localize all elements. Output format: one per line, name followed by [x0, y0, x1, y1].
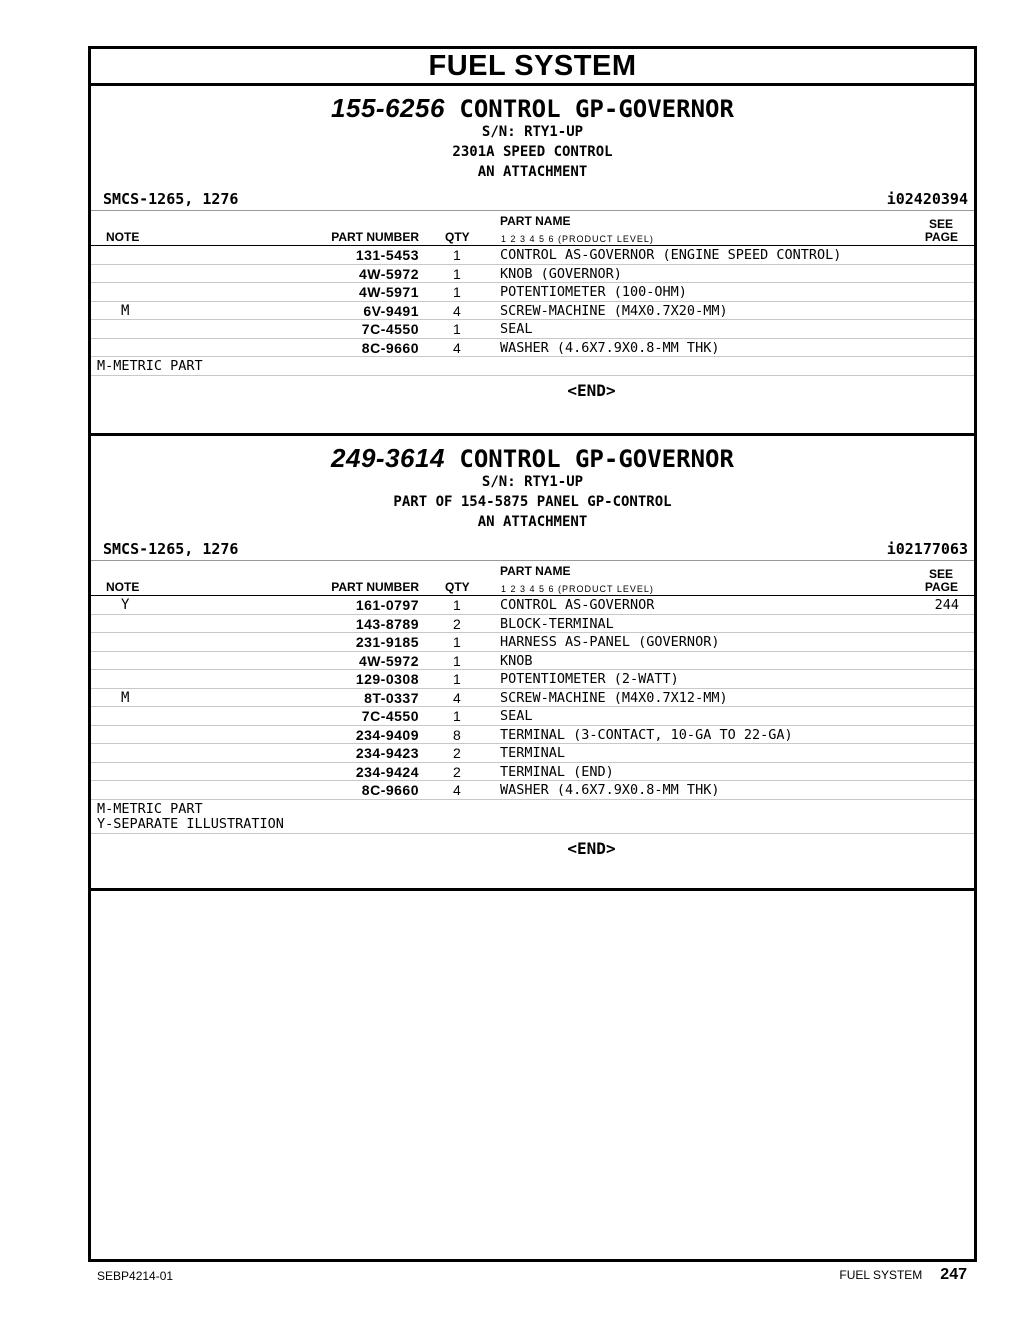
header-qty: QTY — [445, 580, 470, 594]
table-row — [91, 744, 974, 763]
qty-cell: 2 — [453, 615, 461, 632]
part-number-cell: 8C-9660 — [361, 339, 419, 356]
table-row — [91, 707, 974, 726]
group-part-number: 249-3614 — [331, 443, 445, 473]
part-number-cell: 234-9423 — [355, 745, 419, 761]
part-number-cell: 7C-4550 — [361, 708, 419, 724]
attachment-label: AN ATTACHMENT — [477, 514, 588, 530]
table-row — [91, 283, 974, 302]
qty-cell: 4 — [453, 339, 461, 356]
group-subtitle: 2301A SPEED CONTROL — [452, 144, 613, 160]
attachment-label: AN ATTACHMENT — [477, 164, 588, 180]
qty-cell: 4 — [453, 302, 461, 319]
table-row — [91, 302, 974, 321]
qty-cell: 1 — [453, 652, 461, 669]
group-title — [91, 445, 974, 472]
part-name-cell: SEAL — [500, 708, 533, 724]
smcs-code: SMCS-1265, 1276 — [103, 190, 239, 208]
serial-range: S/N: RTY1-UP — [481, 124, 584, 140]
notes-block — [91, 357, 974, 376]
group-subtitle: PART OF 154-5875 PANEL GP-CONTROL — [393, 494, 672, 510]
part-number-cell: 143-8789 — [355, 615, 419, 632]
part-name-cell: CONTROL AS-GOVERNOR (ENGINE SPEED CONTROL) — [500, 247, 842, 263]
part-name-cell: TERMINAL — [500, 745, 566, 761]
end-marker: <END> — [567, 838, 616, 858]
qty-cell: 2 — [453, 745, 461, 761]
table-row — [91, 320, 974, 339]
footer-doc-id: SEBP4214-01 — [97, 1269, 174, 1283]
part-name-cell: SCREW-MACHINE (M4X0.7X12-MM) — [500, 689, 728, 706]
note-cell: M — [121, 689, 130, 706]
header-see: SEE — [928, 567, 953, 581]
qty-cell: 2 — [453, 763, 461, 780]
footer-section: FUEL SYSTEM — [839, 1268, 923, 1282]
note-line: M-METRIC PART — [97, 800, 203, 817]
page-number: 247 — [940, 1266, 967, 1283]
header-page: PAGE — [924, 580, 958, 594]
illustration-number: i02420394 — [886, 190, 968, 208]
header-product-levels: 1 2 3 4 5 6 (PRODUCT LEVEL) — [501, 234, 654, 244]
qty-cell: 1 — [453, 634, 461, 650]
part-name-cell: SEAL — [500, 321, 533, 337]
smcs-row — [91, 538, 974, 561]
header-part-name: PART NAME — [500, 214, 571, 228]
illustration-number: i02177063 — [886, 540, 968, 558]
part-name-cell: BLOCK-TERMINAL — [500, 615, 614, 632]
page-frame — [88, 46, 977, 1262]
table-row — [91, 265, 974, 284]
qty-cell: 1 — [453, 597, 461, 613]
footer-right — [839, 1266, 967, 1284]
note-line: M-METRIC PART — [97, 358, 203, 374]
group-title — [91, 95, 974, 122]
qty-cell: 1 — [453, 284, 461, 300]
part-name-cell: TERMINAL (END) — [500, 763, 614, 780]
parts-table-body — [91, 596, 974, 800]
table-row — [91, 670, 974, 689]
part-name-cell: POTENTIOMETER (100-OHM) — [500, 284, 687, 300]
parts-group-2 — [91, 445, 974, 891]
part-number-cell: 4W-5972 — [358, 265, 419, 282]
group-part-number: 155-6256 — [331, 93, 445, 123]
qty-cell: 4 — [453, 689, 461, 706]
part-number-cell: 129-0308 — [355, 671, 419, 687]
table-row — [91, 689, 974, 708]
table-row — [91, 652, 974, 671]
note-line: Y-SEPARATE ILLUSTRATION — [97, 815, 284, 832]
part-number-cell: 7C-4550 — [361, 321, 419, 337]
header-qty: QTY — [445, 230, 470, 244]
see-page-cell: 244 — [934, 597, 959, 613]
table-row — [91, 596, 974, 615]
group-name: CONTROL GP-GOVERNOR — [459, 445, 734, 473]
group-name: CONTROL GP-GOVERNOR — [459, 95, 734, 123]
part-name-cell: WASHER (4.6X7.9X0.8-MM THK) — [500, 339, 720, 356]
end-marker: <END> — [567, 381, 616, 400]
qty-cell: 1 — [453, 708, 461, 724]
notes-block — [91, 800, 974, 834]
qty-cell: 1 — [453, 265, 461, 282]
smcs-row — [91, 188, 974, 211]
part-number-cell: 161-0797 — [355, 597, 419, 613]
table-row — [91, 763, 974, 782]
note-cell: Y — [121, 597, 130, 613]
header-part-name: PART NAME — [500, 564, 571, 578]
note-cell: M — [121, 302, 130, 319]
part-name-cell: POTENTIOMETER (2-WATT) — [500, 671, 679, 687]
part-name-cell: WASHER (4.6X7.9X0.8-MM THK) — [500, 782, 720, 798]
part-number-cell: 231-9185 — [355, 634, 419, 650]
table-header — [91, 211, 974, 246]
part-number-cell: 8C-9660 — [361, 782, 419, 798]
serial-range: S/N: RTY1-UP — [481, 474, 584, 490]
table-row — [91, 726, 974, 745]
part-name-cell: SCREW-MACHINE (M4X0.7X20-MM) — [500, 302, 728, 319]
parts-table-body — [91, 246, 974, 357]
header-note: NOTE — [106, 580, 140, 594]
header-part-number: PART NUMBER — [331, 230, 419, 244]
header-note: NOTE — [106, 230, 140, 244]
qty-cell: 4 — [453, 782, 461, 798]
part-name-cell: KNOB — [500, 652, 533, 669]
part-number-cell: 4W-5971 — [358, 284, 419, 300]
part-number-cell: 4W-5972 — [358, 652, 419, 669]
part-number-cell: 8T-0337 — [364, 689, 419, 706]
table-row — [91, 781, 974, 800]
part-name-cell: CONTROL AS-GOVERNOR — [500, 597, 655, 613]
table-row — [91, 246, 974, 265]
qty-cell: 1 — [453, 671, 461, 687]
parts-group-1 — [91, 95, 974, 436]
qty-cell: 1 — [453, 247, 461, 263]
header-see: SEE — [928, 217, 953, 231]
part-number-cell: 131-5453 — [355, 247, 419, 263]
part-name-cell: TERMINAL (3-CONTACT, 10-GA TO 22-GA) — [500, 726, 793, 743]
part-number-cell: 6V-9491 — [363, 302, 419, 319]
qty-cell: 1 — [453, 321, 461, 337]
page-title: FUEL SYSTEM — [91, 49, 974, 86]
part-number-cell: 234-9424 — [355, 763, 419, 780]
table-row — [91, 615, 974, 634]
header-page: PAGE — [924, 230, 958, 244]
header-part-number: PART NUMBER — [331, 580, 419, 594]
table-header — [91, 561, 974, 596]
table-row — [91, 339, 974, 358]
table-row — [91, 633, 974, 652]
part-name-cell: HARNESS AS-PANEL (GOVERNOR) — [500, 634, 720, 650]
header-product-levels: 1 2 3 4 5 6 (PRODUCT LEVEL) — [501, 584, 654, 594]
part-number-cell: 234-9409 — [355, 726, 419, 743]
part-name-cell: KNOB (GOVERNOR) — [500, 265, 622, 282]
smcs-code: SMCS-1265, 1276 — [103, 540, 239, 558]
qty-cell: 8 — [453, 726, 461, 743]
